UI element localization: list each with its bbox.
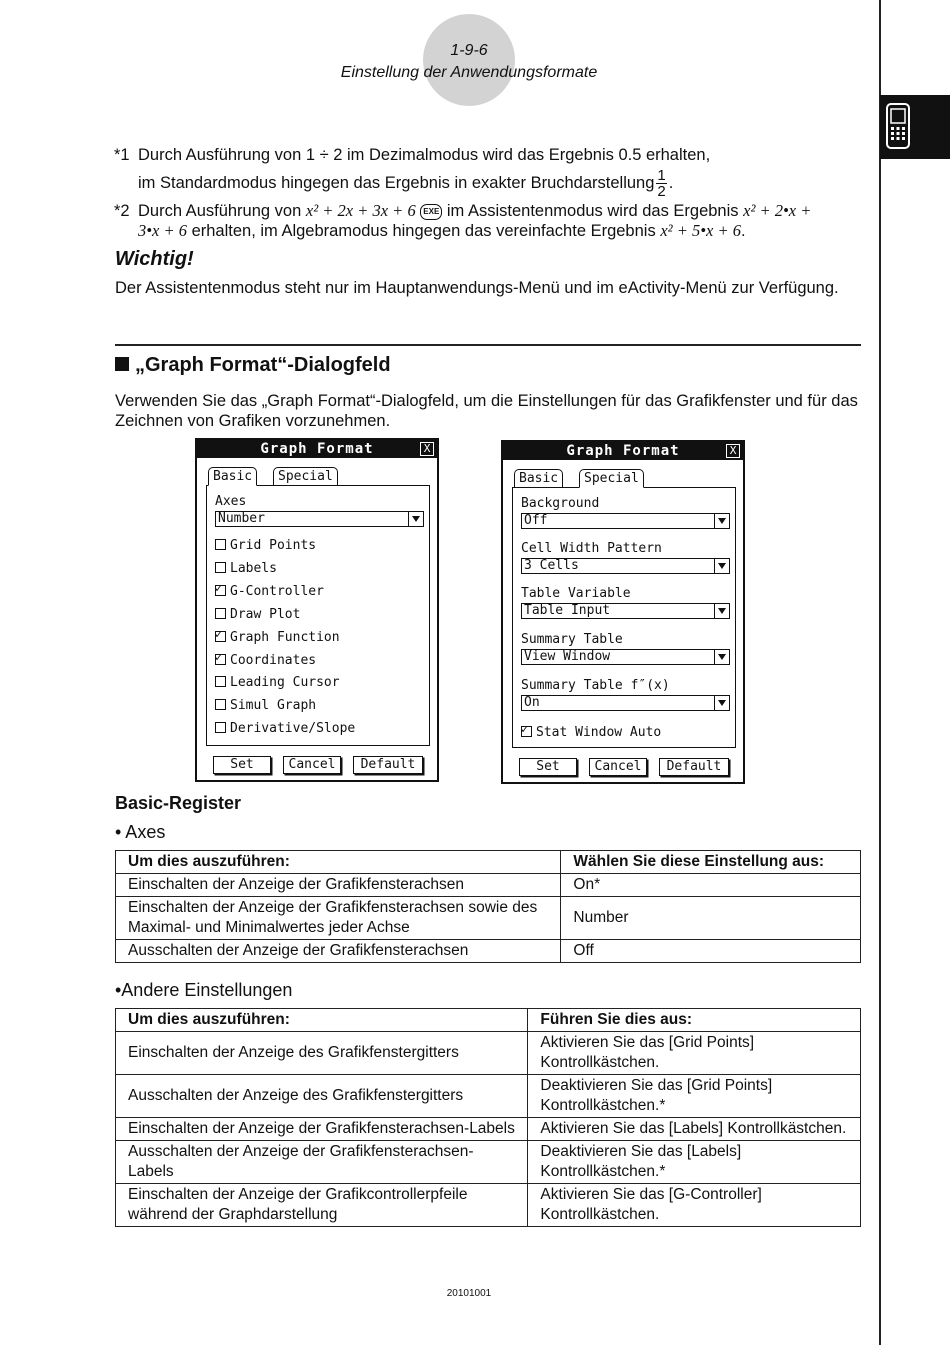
footnote-1-line1: Durch Ausführung von 1 ÷ 2 im Dezimalmodus wird das Ergebnis 0.5 erhalten,	[138, 146, 711, 164]
checkbox-stat-window-auto[interactable]	[521, 725, 661, 740]
table-cell: Ausschalten der Anzeige der Grafikfensterachsen-Labels	[116, 1141, 528, 1184]
section-divider	[115, 344, 861, 346]
basic-register-heading: Basic-Register	[115, 793, 242, 813]
select-value: 3 Cells	[524, 558, 579, 573]
tab-basic[interactable]: Basic	[514, 469, 563, 487]
background-label: Background	[521, 496, 600, 511]
section-title-text: „Graph Format“-Dialogfeld	[135, 354, 391, 376]
footnote-2-text-b: im Assistentenmodus wird das Ergebnis	[446, 202, 739, 220]
math-expression: x² + 5•x + 6	[660, 221, 741, 240]
set-button[interactable]: Set	[519, 758, 577, 776]
checkbox-grid-points[interactable]	[215, 538, 316, 553]
axes-select[interactable]	[215, 511, 424, 527]
checkbox-simul-graph[interactable]	[215, 698, 316, 713]
table-header: Führen Sie dies aus:	[528, 1009, 861, 1032]
axes-select-value: Number	[218, 511, 265, 526]
important-heading: Wichtig!	[115, 248, 194, 270]
table-cell: Off	[561, 940, 861, 963]
page-title: Einstellung der Anwendungsformate	[340, 64, 598, 81]
math-expression: x² + 2x + 3x + 6	[305, 201, 416, 220]
axes-table	[115, 850, 861, 963]
fraction	[656, 168, 666, 199]
table-cell: Aktivieren Sie das [G-Controller] Kontrollkästchen.	[528, 1184, 861, 1227]
fraction-numerator: 1	[657, 167, 666, 184]
checkbox-label: Graph Function	[230, 630, 340, 645]
checkbox-label: Coordinates	[230, 653, 317, 668]
graph-format-dialog-special	[501, 440, 745, 784]
footnote-1-line2-text: im Standardmodus hingegen das Ergebnis in exakter Bruchdarstellung	[138, 173, 655, 192]
select-value: Off	[524, 513, 548, 528]
checkbox-coordinates[interactable]	[215, 653, 316, 668]
table-row	[116, 874, 861, 897]
table-cell: On*	[561, 874, 861, 897]
cancel-button[interactable]: Cancel	[589, 758, 647, 776]
axes-bullet: • Axes	[115, 822, 166, 842]
section-title	[115, 354, 391, 377]
table-header: Um dies auszuführen:	[116, 851, 561, 874]
table-cell: Einschalten der Anzeige der Grafikfensterachsen-Labels	[116, 1118, 528, 1141]
square-bullet-icon	[115, 357, 129, 371]
cell-width-pattern-label: Cell Width Pattern	[521, 541, 662, 556]
other-settings-table	[115, 1008, 861, 1227]
header-circle	[423, 14, 515, 106]
table-header-row	[116, 851, 861, 874]
checkbox-label: Stat Window Auto	[536, 725, 662, 740]
checkbox-icon[interactable]	[215, 608, 226, 619]
select-value: View Window	[524, 649, 611, 664]
checkbox-label: Grid Points	[230, 538, 317, 553]
math-expression: 3•x + 6	[138, 221, 187, 240]
summary-table-f-select[interactable]	[521, 695, 730, 711]
checkbox-label: Simul Graph	[230, 698, 317, 713]
axes-label: Axes	[215, 494, 247, 509]
checkbox-labels[interactable]	[215, 561, 277, 576]
tab-special[interactable]: Special	[579, 469, 644, 488]
checkbox-g-controller[interactable]	[215, 584, 324, 599]
footnote-2-line1	[138, 201, 862, 221]
dropdown-arrow-icon[interactable]	[714, 559, 729, 573]
dropdown-arrow-icon[interactable]	[714, 650, 729, 664]
tab-special[interactable]: Special	[273, 467, 338, 485]
footnote-2-line2	[138, 221, 862, 241]
cell-width-pattern-select[interactable]	[521, 558, 730, 574]
set-button[interactable]: Set	[213, 756, 271, 774]
checkbox-label: Draw Plot	[230, 607, 301, 622]
table-row	[116, 940, 861, 963]
table-cell: Einschalten der Anzeige des Grafikfenstergitters	[116, 1032, 528, 1075]
checkbox-label: Derivative/Slope	[230, 721, 356, 736]
checkbox-checked-icon[interactable]	[215, 631, 226, 642]
table-header: Um dies auszuführen:	[116, 1009, 528, 1032]
margin-rule	[879, 0, 881, 1345]
close-icon[interactable]: X	[420, 442, 434, 456]
fraction-denominator: 2	[657, 183, 666, 200]
default-button[interactable]: Default	[353, 756, 423, 774]
footnote-2-period: .	[740, 222, 746, 240]
checkbox-draw-plot[interactable]	[215, 607, 300, 622]
dropdown-arrow-icon[interactable]	[408, 512, 423, 526]
table-header-row	[116, 1009, 861, 1032]
table-cell: Einschalten der Anzeige der Grafikfensterachsen sowie des Maximal- und Minimalwertes jeder Achse	[116, 897, 561, 940]
section-intro: Verwenden Sie das „Graph Format“-Dialogfeld, um die Einstellungen für das Grafikfenster und für das Zeichnen von Grafiken vorzunehmen.	[115, 392, 858, 430]
checkbox-label: G-Controller	[230, 584, 324, 599]
table-row	[116, 1075, 861, 1118]
checkbox-icon[interactable]	[215, 676, 226, 687]
select-value: Table Input	[524, 603, 611, 618]
checkbox-label: Labels	[230, 561, 277, 576]
table-variable-select[interactable]	[521, 603, 730, 619]
summary-table-f-label: Summary Table f″(x)	[521, 678, 670, 693]
select-value: On	[524, 695, 540, 710]
table-row	[116, 1184, 861, 1227]
background-select[interactable]	[521, 513, 730, 529]
dialog-title: Graph Format	[503, 442, 743, 460]
exe-key-icon: EXE	[420, 204, 442, 220]
footnote-2-text-c: erhalten, im Algebramodus hingegen das vereinfachte Ergebnis	[191, 222, 656, 240]
page-number: 1-9-6	[450, 42, 488, 59]
math-expression: x² + 2•x +	[743, 201, 812, 220]
checkbox-label: Leading Cursor	[230, 675, 340, 690]
checkbox-icon[interactable]	[215, 722, 226, 733]
footnote-2-text-a: Durch Ausführung von	[138, 202, 302, 220]
footer-code: 20101001	[446, 1288, 492, 1299]
checkbox-graph-function[interactable]	[215, 630, 340, 645]
table-variable-label: Table Variable	[521, 586, 631, 601]
chapter-tab	[880, 95, 950, 159]
other-settings-bullet: •Andere Einstellungen	[115, 980, 293, 1000]
checkbox-icon[interactable]	[215, 699, 226, 710]
calculator-icon	[886, 103, 910, 149]
checkbox-checked-icon[interactable]	[521, 726, 532, 737]
footnote-2-mark: *2	[114, 202, 130, 220]
table-row	[116, 1141, 861, 1184]
footnote-1-mark: *1	[114, 146, 130, 164]
table-cell: Aktivieren Sie das [Grid Points] Kontrollkästchen.	[528, 1032, 861, 1075]
footnote-1-period: .	[668, 173, 674, 192]
footnote-1-line2	[138, 168, 862, 199]
dropdown-arrow-icon[interactable]	[714, 604, 729, 618]
cancel-button[interactable]: Cancel	[283, 756, 341, 774]
summary-table-label: Summary Table	[521, 632, 623, 647]
dialog-title: Graph Format	[197, 440, 437, 458]
checkbox-icon[interactable]	[215, 562, 226, 573]
tab-basic[interactable]: Basic	[208, 467, 257, 486]
dropdown-arrow-icon[interactable]	[714, 514, 729, 528]
table-header: Wählen Sie diese Einstellung aus:	[561, 851, 861, 874]
table-cell: Deaktivieren Sie das [Grid Points] Kontrollkästchen.*	[528, 1075, 861, 1118]
table-row	[116, 897, 861, 940]
table-cell: Einschalten der Anzeige der Grafikfensterachsen	[116, 874, 561, 897]
table-cell: Number	[561, 897, 861, 940]
checkbox-leading-cursor[interactable]	[215, 675, 340, 690]
checkbox-checked-icon[interactable]	[215, 654, 226, 665]
table-cell: Ausschalten der Anzeige des Grafikfenstergitters	[116, 1075, 528, 1118]
checkbox-checked-icon[interactable]	[215, 585, 226, 596]
summary-table-select[interactable]	[521, 649, 730, 665]
table-cell: Ausschalten der Anzeige der Grafikfensterachsen	[116, 940, 561, 963]
table-cell: Aktivieren Sie das [Labels] Kontrollkästchen.	[528, 1118, 861, 1141]
dropdown-arrow-icon[interactable]	[714, 696, 729, 710]
close-icon[interactable]: X	[726, 444, 740, 458]
table-row	[116, 1118, 861, 1141]
graph-format-dialog-basic	[195, 438, 439, 782]
default-button[interactable]: Default	[659, 758, 729, 776]
table-row	[116, 1032, 861, 1075]
table-cell: Deaktivieren Sie das [Labels] Kontrollkästchen.*	[528, 1141, 861, 1184]
checkbox-derivative-slope[interactable]	[215, 721, 355, 736]
checkbox-icon[interactable]	[215, 539, 226, 550]
table-cell: Einschalten der Anzeige der Grafikcontrollerpfeile während der Graphdarstellung	[116, 1184, 528, 1227]
important-text: Der Assistentenmodus steht nur im Hauptanwendungs-Menü und im eActivity-Menü zur Verfügung.	[115, 279, 839, 297]
